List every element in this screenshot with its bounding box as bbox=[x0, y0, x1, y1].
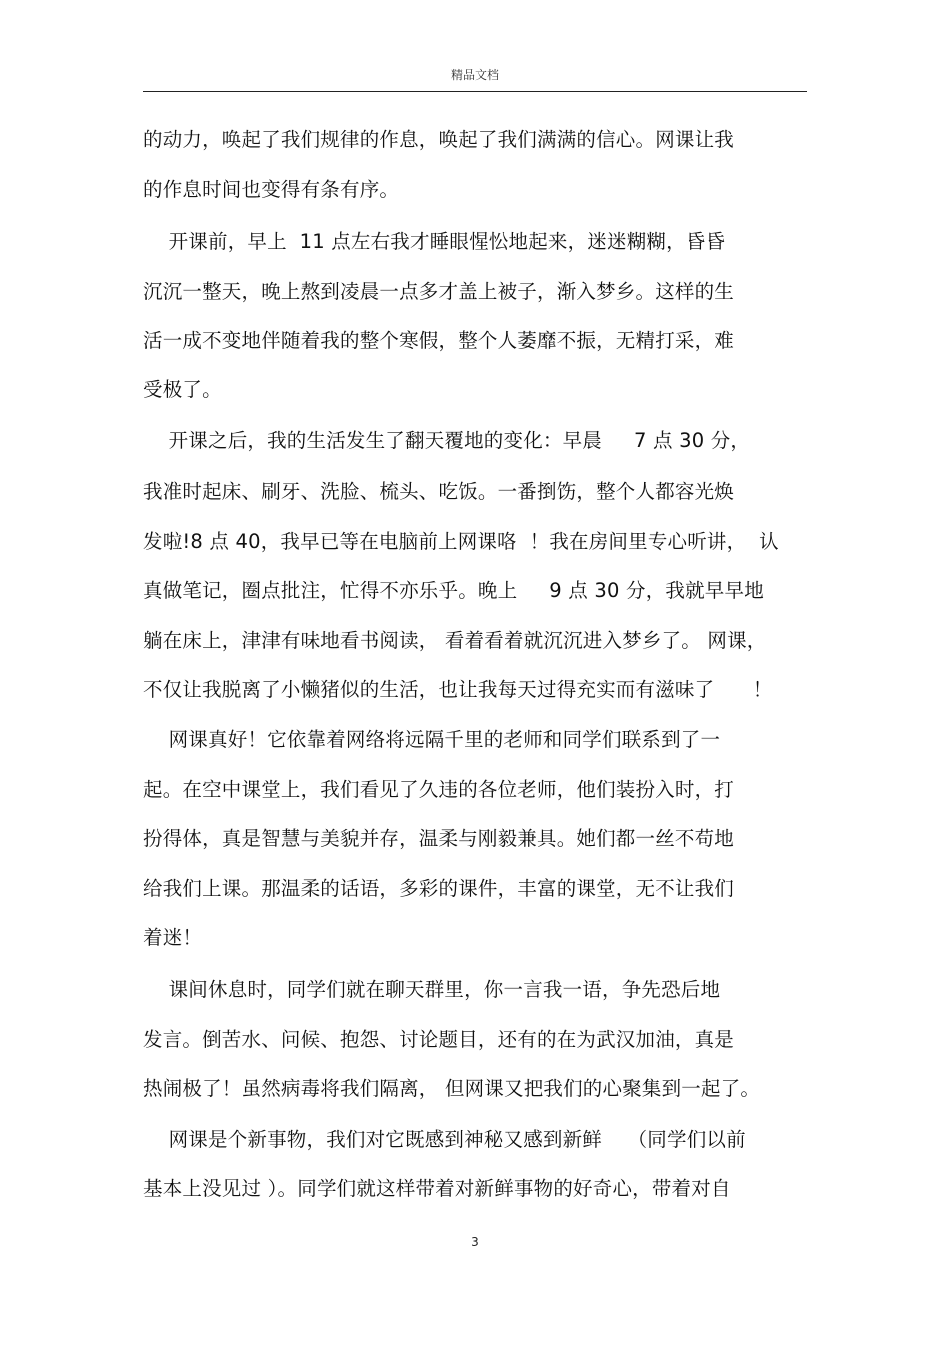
text-line: 着迷！ bbox=[143, 926, 203, 949]
text-line: 热闹极了！虽然病毒将我们隔离， 但网课又把我们的心聚集到一起了。 bbox=[143, 1077, 761, 1100]
text-line: 发言。倒苦水、问候、抱怨、讨论题目，还有的在为武汉加油，真是 bbox=[143, 1028, 735, 1051]
text-line: 课间休息时，同学们就在聊天群里，你一言我一语，争先恐后地 bbox=[143, 978, 721, 1001]
text-line: 网课真好！它依靠着网络将远隔千里的老师和同学们联系到了一 bbox=[143, 728, 721, 751]
text-line: 沉沉一整天，晚上熬到凌晨一点多才盖上被子，渐入梦乡。这样的生 bbox=[143, 280, 735, 303]
text-line: 我准时起床、刷牙、洗脸、梳头、吃饭。一番捯饬，整个人都容光焕 bbox=[143, 480, 735, 503]
text-line: 基本上没见过 ）。同学们就这样带着对新鲜事物的好奇心，带着对自 bbox=[143, 1177, 731, 1200]
header-divider bbox=[143, 91, 807, 92]
text-line: 发啦!8 点 40，我早已等在电脑前上网课咯 ！我在房间里专心听讲， 认 bbox=[143, 530, 779, 553]
text-line: 真做笔记，圈点批注，忙得不亦乐乎。晚上 9 点 30 分，我就早早地 bbox=[143, 579, 764, 602]
text-line: 开课之后，我的生活发生了翻天覆地的变化：早晨 7 点 30 分， bbox=[143, 429, 751, 452]
page-header: 精品文档 bbox=[450, 68, 499, 82]
text-line: 的作息时间也变得有条有序。 bbox=[143, 178, 400, 201]
text-line: 的动力，唤起了我们规律的作息，唤起了我们满满的信心。网课让我 bbox=[143, 128, 735, 151]
text-line: 躺在床上，津津有味地看书阅读， 看着看着就沉沉进入梦乡了。 网课， bbox=[143, 629, 767, 652]
text-line: 起。在空中课堂上，我们看见了久违的各位老师，他们装扮入时，打 bbox=[143, 778, 735, 801]
text-line: 给我们上课。那温柔的话语，多彩的课件，丰富的课堂，无不让我们 bbox=[143, 877, 735, 900]
text-line: 网课是个新事物，我们对它既感到神秘又感到新鲜 （同学们以前 bbox=[143, 1128, 746, 1151]
page-number: 3 bbox=[471, 1235, 479, 1249]
text-line: 开课前，早上 11 点左右我才睡眼惺忪地起来，迷迷糊糊，昏昏 bbox=[143, 230, 726, 253]
text-line: 扮得体，真是智慧与美貌并存，温柔与刚毅兼具。她们都一丝不苟地 bbox=[143, 827, 735, 850]
text-line: 受极了。 bbox=[143, 378, 222, 401]
text-line: 不仅让我脱离了小懒猪似的生活，也让我每天过得充实而有滋味了 ！ bbox=[143, 678, 773, 701]
text-line: 活一成不变地伴随着我的整个寒假，整个人萎靡不振，无精打采，难 bbox=[143, 329, 735, 352]
